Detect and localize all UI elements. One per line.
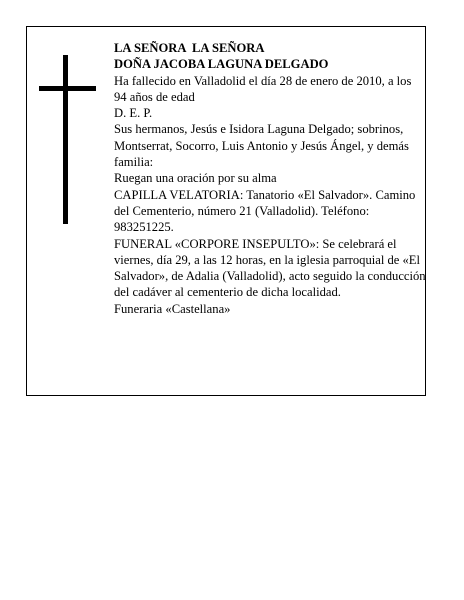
funeral-info: FUNERAL «CORPORE INSEPULTO»: Se celebrará el viernes, día 29, a las 12 horas, en la iglesia parroquial de «El Salvador», de Adalia (Valladolid), acto seguido la conducción del cadáver al cementerio de dicha localidad.: [114, 236, 426, 300]
dep-text: D. E. P.: [114, 106, 153, 121]
prayer-request: Ruegan una oración por su alma: [114, 171, 277, 186]
cross-horizontal-bar: [39, 86, 96, 91]
deceased-name: DOÑA JACOBA LAGUNA DELGADO: [114, 57, 329, 72]
funeral-home: Funeraria «Castellana»: [114, 301, 231, 316]
cross-vertical-bar: [63, 55, 68, 224]
latin-cross-icon: [27, 27, 107, 227]
chapel-info: CAPILLA VELATORIA: Tanatorio «El Salvador». Camino del Cementerio, número 21 (Valladolid). Teléfono: 983251225.: [114, 187, 416, 235]
death-info: Ha fallecido en Valladolid el día 28 de enero de 2010, a los 94 años de edad: [114, 73, 412, 104]
notice-title-line1: LA SEÑORA LA SEÑORA: [114, 41, 265, 55]
obituary-notice: [26, 26, 426, 396]
obituary-text: [114, 40, 426, 317]
family-members: Sus hermanos, Jesús e Isidora Laguna Delgado; sobrinos, Montserrat, Socorro, Luis Antonio y Jesús Ángel, y demás familia:: [114, 122, 409, 170]
